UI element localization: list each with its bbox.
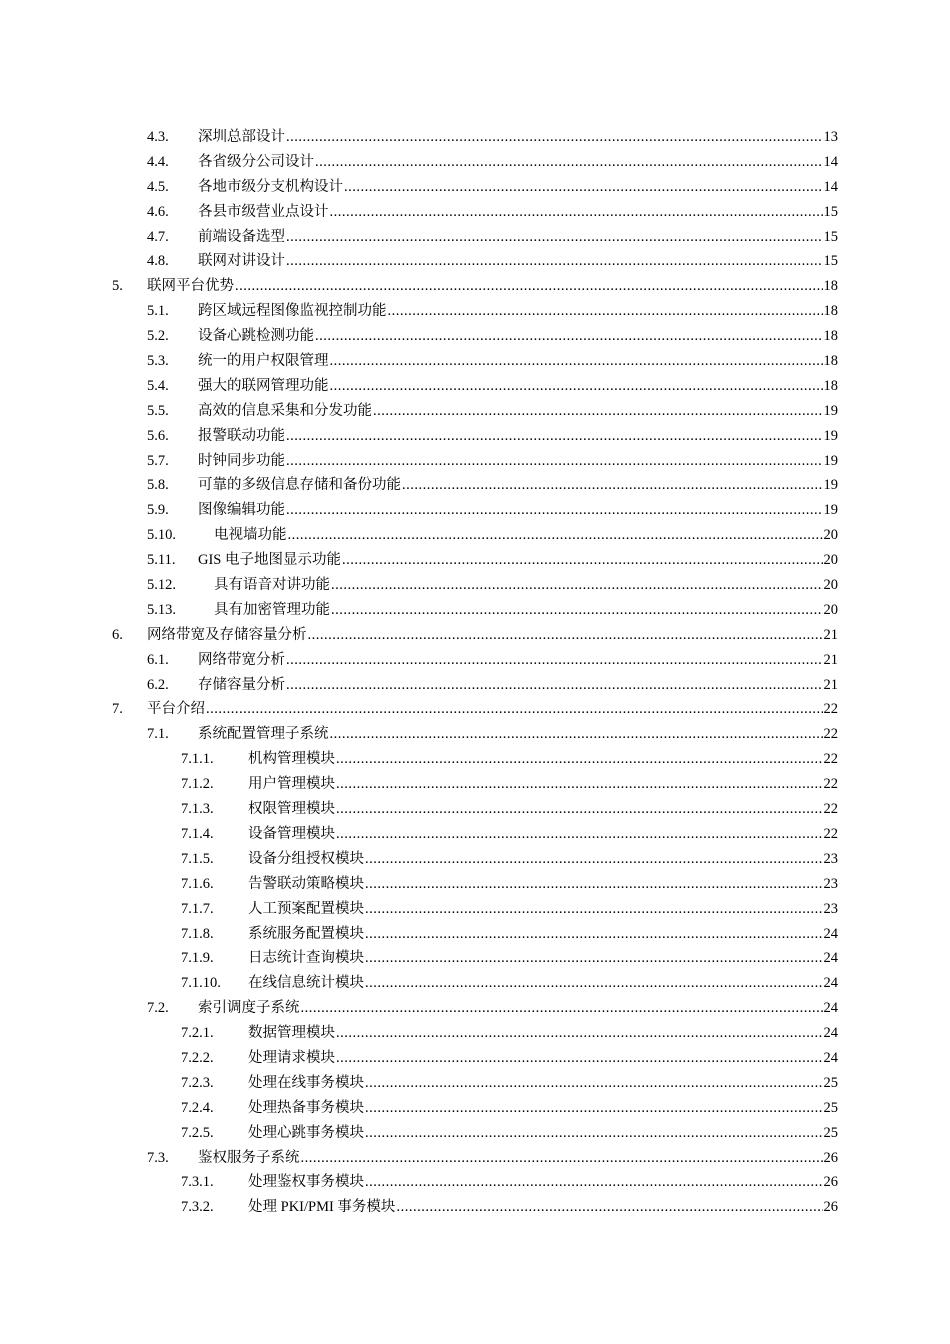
toc-entry[interactable]: [0, 324, 950, 349]
toc-entry-number: 7.3.2.: [181, 1199, 214, 1216]
toc-entry-number: 7.1.7.: [181, 900, 214, 917]
toc-entry[interactable]: [0, 274, 950, 299]
toc-entry-title: GIS 电子地图显示功能: [198, 548, 341, 573]
toc-entry[interactable]: [0, 996, 950, 1021]
toc-entry-line: [198, 299, 838, 324]
toc-entry-title: 权限管理模块: [248, 797, 335, 822]
toc-dot-leader: [330, 374, 823, 399]
toc-entry[interactable]: [0, 822, 950, 847]
toc-entry[interactable]: [0, 473, 950, 498]
toc-entry[interactable]: [0, 648, 950, 673]
toc-entry-title: 处理请求模块: [248, 1046, 335, 1071]
toc-entry-line: [198, 722, 838, 747]
toc-entry-page-number: 19: [823, 502, 838, 519]
toc-entry[interactable]: [0, 1096, 950, 1121]
toc-entry[interactable]: [0, 772, 950, 797]
toc-entry[interactable]: [0, 573, 950, 598]
toc-entry-page-number: 14: [823, 178, 838, 195]
toc-entry-page-number: 22: [823, 751, 838, 768]
toc-dot-leader: [330, 349, 823, 374]
toc-entry-number: 5.2.: [147, 328, 169, 345]
toc-entry-number: 7.3.1.: [181, 1174, 214, 1191]
toc-entry-number: 4.7.: [147, 228, 169, 245]
toc-entry[interactable]: [0, 374, 950, 399]
toc-entry[interactable]: [0, 1121, 950, 1146]
toc-entry[interactable]: [0, 847, 950, 872]
toc-entry-line: [198, 548, 838, 573]
toc-entry-line: [198, 473, 838, 498]
toc-entry-number: 7.2.2.: [181, 1049, 214, 1066]
toc-entry-number: 5.3.: [147, 353, 169, 370]
toc-dot-leader: [365, 872, 823, 897]
toc-entry-page-number: 24: [823, 1049, 838, 1066]
toc-entry-title: 前端设备选型: [198, 225, 285, 250]
toc-entry-number: 4.4.: [147, 153, 169, 170]
toc-entry-title: 用户管理模块: [248, 772, 335, 797]
toc-entry-page-number: 26: [823, 1149, 838, 1166]
toc-dot-leader: [365, 922, 823, 947]
toc-dot-leader: [396, 1195, 822, 1220]
toc-entry-title: 图像编辑功能: [198, 498, 285, 523]
toc-entry-title: 电视墙功能: [214, 523, 287, 548]
toc-dot-leader: [308, 623, 823, 648]
toc-entry-page-number: 24: [823, 1000, 838, 1017]
toc-entry[interactable]: [0, 747, 950, 772]
toc-entry[interactable]: [0, 125, 950, 150]
toc-entry-title: 各县市级营业点设计: [198, 200, 329, 225]
toc-entry-line: [248, 1096, 838, 1121]
toc-entry-number: 7.1.8.: [181, 925, 214, 942]
toc-entry-title: 各地市级分支机构设计: [198, 175, 343, 200]
toc-entry-title: 日志统计查询模块: [248, 946, 364, 971]
toc-entry-number: 7.2.4.: [181, 1099, 214, 1116]
toc-entry-line: [198, 324, 838, 349]
toc-entry-number: 5.9.: [147, 502, 169, 519]
toc-entry[interactable]: [0, 523, 950, 548]
toc-dot-leader: [344, 175, 823, 200]
toc-entry-page-number: 26: [823, 1199, 838, 1216]
toc-entry-title: 网络带宽及存储容量分析: [147, 623, 307, 648]
toc-entry-page-number: 22: [823, 776, 838, 793]
toc-entry-line: [248, 747, 838, 772]
toc-entry-line: [198, 1146, 838, 1171]
toc-dot-leader: [365, 1071, 823, 1096]
toc-dot-leader: [388, 299, 823, 324]
toc-entry-page-number: 24: [823, 975, 838, 992]
toc-entry-title: 告警联动策略模块: [248, 872, 364, 897]
toc-dot-leader: [286, 673, 823, 698]
toc-entry-line: [214, 573, 838, 598]
toc-entry-line: [198, 349, 838, 374]
toc-entry-title: 深圳总部设计: [198, 125, 285, 150]
toc-entry[interactable]: [0, 349, 950, 374]
toc-entry-page-number: 18: [823, 303, 838, 320]
toc-entry-title: 处理热备事务模块: [248, 1096, 364, 1121]
toc-entry-page-number: 23: [823, 875, 838, 892]
toc-entry-title: 具有语音对讲功能: [214, 573, 330, 598]
toc-entry[interactable]: [0, 1195, 950, 1220]
toc-entry-line: [198, 449, 838, 474]
toc-entry[interactable]: [0, 1146, 950, 1171]
toc-entry-page-number: 19: [823, 452, 838, 469]
toc-entry-line: [198, 399, 838, 424]
toc-entry-number: 4.8.: [147, 253, 169, 270]
toc-entry-page-number: 25: [823, 1099, 838, 1116]
toc-dot-leader: [235, 274, 823, 299]
toc-entry-page-number: 18: [823, 328, 838, 345]
toc-entry[interactable]: [0, 299, 950, 324]
toc-entry-title: 可靠的多级信息存储和备份功能: [198, 473, 401, 498]
toc-entry[interactable]: [0, 673, 950, 698]
toc-entry-line: [147, 274, 838, 299]
toc-entry-title: 处理鉴权事务模块: [248, 1170, 364, 1195]
toc-entry-title: 设备分组授权模块: [248, 847, 364, 872]
toc-entry-number: 7.1.1.: [181, 751, 214, 768]
toc-entry-title: 时钟同步功能: [198, 449, 285, 474]
toc-entry-page-number: 20: [823, 527, 838, 544]
toc-entry-line: [198, 125, 838, 150]
toc-dot-leader: [365, 847, 823, 872]
toc-dot-leader: [365, 1096, 823, 1121]
toc-dot-leader: [286, 249, 823, 274]
toc-entry-title: 网络带宽分析: [198, 648, 285, 673]
toc-entry-title: 处理心跳事务模块: [248, 1121, 364, 1146]
toc-entry[interactable]: [0, 399, 950, 424]
toc-entry-title: 在线信息统计模块: [248, 971, 364, 996]
toc-entry-number: 7.2.3.: [181, 1074, 214, 1091]
toc-entry-title: 跨区域远程图像监视控制功能: [198, 299, 387, 324]
toc-entry-page-number: 20: [823, 577, 838, 594]
toc-entry-number: 7.2.5.: [181, 1124, 214, 1141]
toc-dot-leader: [286, 424, 823, 449]
toc-entry[interactable]: [0, 424, 950, 449]
toc-entry-number: 5.6.: [147, 427, 169, 444]
toc-dot-leader: [286, 449, 823, 474]
toc-dot-leader: [301, 996, 823, 1021]
toc-entry[interactable]: [0, 225, 950, 250]
toc-dot-leader: [315, 150, 823, 175]
toc-entry-line: [198, 225, 838, 250]
toc-entry-line: [248, 1071, 838, 1096]
toc-entry-page-number: 18: [823, 278, 838, 295]
toc-entry-page-number: 20: [823, 601, 838, 618]
toc-entry[interactable]: [0, 922, 950, 947]
toc-entry-line: [198, 996, 838, 1021]
toc-entry-page-number: 24: [823, 950, 838, 967]
toc-entry[interactable]: [0, 548, 950, 573]
toc-entry-page-number: 21: [823, 626, 838, 643]
toc-entry-title: 机构管理模块: [248, 747, 335, 772]
toc-entry-title: 平台介绍: [147, 697, 205, 722]
toc-entry-page-number: 22: [823, 701, 838, 718]
toc-entry[interactable]: [0, 1021, 950, 1046]
toc-dot-leader: [336, 747, 823, 772]
toc-entry-number: 4.3.: [147, 129, 169, 145]
toc-entry-number: 7.1.2.: [181, 776, 214, 793]
toc-entry-line: [198, 200, 838, 225]
toc-entry-page-number: 19: [823, 477, 838, 494]
toc-entry-title: 存储容量分析: [198, 673, 285, 698]
toc-entry-number: 4.5.: [147, 178, 169, 195]
toc-dot-leader: [331, 573, 823, 598]
toc-entry-number: 5.4.: [147, 377, 169, 394]
toc-entry[interactable]: [0, 175, 950, 200]
toc-dot-leader: [286, 648, 823, 673]
toc-entry-number: 7.1.5.: [181, 850, 214, 867]
toc-entry[interactable]: [0, 249, 950, 274]
toc-entry-title: 联网对讲设计: [198, 249, 285, 274]
toc-dot-leader: [330, 200, 823, 225]
toc-dot-leader: [336, 772, 823, 797]
toc-entry-number: 5.10.: [147, 527, 176, 544]
toc-entry-line: [198, 498, 838, 523]
toc-entry-title: 系统服务配置模块: [248, 922, 364, 947]
toc-entry-line: [248, 1170, 838, 1195]
toc-entry-number: 7.1.4.: [181, 825, 214, 842]
toc-entry-title: 各省级分公司设计: [198, 150, 314, 175]
toc-entry[interactable]: [0, 1046, 950, 1071]
toc-entry-title: 设备管理模块: [248, 822, 335, 847]
toc-entry[interactable]: [0, 623, 950, 648]
toc-entry-number: 4.6.: [147, 203, 169, 220]
toc-entry-page-number: 13: [823, 129, 838, 145]
table-of-contents: [0, 125, 950, 1220]
toc-entry-title: 高效的信息采集和分发功能: [198, 399, 372, 424]
toc-entry-title: 强大的联网管理功能: [198, 374, 329, 399]
toc-entry[interactable]: [0, 200, 950, 225]
toc-entry-line: [248, 847, 838, 872]
toc-entry-page-number: 24: [823, 925, 838, 942]
toc-entry-title: 具有加密管理功能: [214, 598, 330, 623]
toc-entry-page-number: 19: [823, 427, 838, 444]
toc-entry-line: [147, 623, 838, 648]
toc-entry-title: 设备心跳检测功能: [198, 324, 314, 349]
toc-entry-page-number: 24: [823, 1025, 838, 1042]
toc-dot-leader: [365, 946, 823, 971]
toc-entry-page-number: 22: [823, 726, 838, 743]
toc-dot-leader: [330, 722, 823, 747]
toc-entry-line: [248, 1046, 838, 1071]
toc-dot-leader: [286, 225, 823, 250]
toc-entry-title: 处理在线事务模块: [248, 1071, 364, 1096]
toc-entry-page-number: 22: [823, 801, 838, 818]
toc-entry-number: 5.7.: [147, 452, 169, 469]
toc-dot-leader: [286, 125, 823, 150]
toc-entry-page-number: 20: [823, 552, 838, 569]
toc-entry[interactable]: [0, 449, 950, 474]
toc-dot-leader: [315, 324, 823, 349]
toc-dot-leader: [288, 523, 823, 548]
toc-dot-leader: [365, 971, 823, 996]
toc-dot-leader: [301, 1146, 823, 1171]
toc-entry-line: [248, 922, 838, 947]
toc-entry-line: [147, 697, 838, 722]
toc-dot-leader: [365, 1170, 823, 1195]
toc-entry[interactable]: [0, 598, 950, 623]
toc-dot-leader: [336, 822, 823, 847]
toc-entry-number: 5.: [112, 278, 123, 295]
toc-entry[interactable]: [0, 872, 950, 897]
toc-entry-line: [214, 523, 838, 548]
toc-entry-number: 5.8.: [147, 477, 169, 494]
toc-entry-number: 7.1.9.: [181, 950, 214, 967]
toc-entry-number: 7.1.10.: [181, 975, 221, 992]
toc-dot-leader: [365, 1121, 823, 1146]
toc-entry-title: 统一的用户权限管理: [198, 349, 329, 374]
toc-entry-line: [198, 249, 838, 274]
toc-entry-page-number: 23: [823, 850, 838, 867]
toc-entry-line: [248, 1021, 838, 1046]
toc-entry-line: [248, 1121, 838, 1146]
toc-dot-leader: [336, 1046, 823, 1071]
toc-dot-leader: [286, 498, 823, 523]
toc-entry-line: [198, 374, 838, 399]
toc-entry-number: 7.2.1.: [181, 1025, 214, 1042]
toc-dot-leader: [206, 697, 823, 722]
toc-dot-leader: [331, 598, 823, 623]
toc-entry-number: 6.2.: [147, 676, 169, 693]
toc-dot-leader: [365, 897, 823, 922]
toc-dot-leader: [336, 797, 823, 822]
toc-entry[interactable]: [0, 897, 950, 922]
toc-entry[interactable]: [0, 498, 950, 523]
toc-entry-line: [248, 797, 838, 822]
toc-entry[interactable]: [0, 797, 950, 822]
toc-entry-number: 6.: [112, 626, 123, 643]
toc-entry-line: [198, 175, 838, 200]
toc-entry-page-number: 18: [823, 377, 838, 394]
toc-dot-leader: [373, 399, 823, 424]
toc-entry-page-number: 18: [823, 353, 838, 370]
toc-entry-number: 7.1.6.: [181, 875, 214, 892]
toc-entry-number: 5.13.: [147, 601, 176, 618]
toc-entry[interactable]: [0, 946, 950, 971]
toc-dot-leader: [402, 473, 823, 498]
toc-entry[interactable]: [0, 150, 950, 175]
toc-entry-number: 5.11.: [147, 552, 176, 569]
toc-entry-line: [248, 971, 838, 996]
toc-entry-number: 5.12.: [147, 577, 176, 594]
toc-entry-page-number: 21: [823, 651, 838, 668]
toc-entry-page-number: 15: [823, 228, 838, 245]
toc-entry-title: 处理 PKI/PMI 事务模块: [248, 1195, 395, 1220]
toc-entry-number: 7.2.: [147, 1000, 169, 1017]
toc-entry-number: 7.3.: [147, 1149, 169, 1166]
toc-entry-number: 7.1.3.: [181, 801, 214, 818]
toc-entry-number: 5.1.: [147, 303, 169, 320]
toc-entry-line: [198, 424, 838, 449]
toc-entry-page-number: 21: [823, 676, 838, 693]
toc-entry-line: [248, 946, 838, 971]
toc-entry-page-number: 19: [823, 402, 838, 419]
toc-entry-line: [198, 673, 838, 698]
toc-entry-page-number: 15: [823, 253, 838, 270]
toc-entry[interactable]: [0, 1170, 950, 1195]
toc-entry-page-number: 25: [823, 1074, 838, 1091]
toc-dot-leader: [336, 1021, 823, 1046]
toc-entry-number: 7.: [112, 701, 123, 718]
toc-entry-line: [248, 897, 838, 922]
toc-entry-title: 索引调度子系统: [198, 996, 300, 1021]
toc-entry-line: [248, 772, 838, 797]
toc-entry[interactable]: [0, 697, 950, 722]
toc-entry[interactable]: [0, 1071, 950, 1096]
toc-entry[interactable]: [0, 722, 950, 747]
toc-entry-title: 报警联动功能: [198, 424, 285, 449]
toc-entry-title: 人工预案配置模块: [248, 897, 364, 922]
toc-entry-line: [198, 648, 838, 673]
toc-entry-number: 5.5.: [147, 402, 169, 419]
toc-entry-line: [198, 150, 838, 175]
toc-entry-title: 联网平台优势: [147, 274, 234, 299]
toc-entry-title: 数据管理模块: [248, 1021, 335, 1046]
toc-entry[interactable]: [0, 971, 950, 996]
toc-entry-number: 6.1.: [147, 651, 169, 668]
toc-entry-page-number: 22: [823, 825, 838, 842]
toc-entry-number: 7.1.: [147, 726, 169, 743]
toc-entry-line: [248, 822, 838, 847]
toc-entry-title: 系统配置管理子系统: [198, 722, 329, 747]
toc-entry-page-number: 15: [823, 203, 838, 220]
toc-entry-page-number: 26: [823, 1174, 838, 1191]
toc-entry-line: [248, 872, 838, 897]
toc-entry-line: [248, 1195, 838, 1220]
toc-entry-page-number: 25: [823, 1124, 838, 1141]
toc-dot-leader: [342, 548, 823, 573]
toc-entry-page-number: 14: [823, 153, 838, 170]
toc-entry-line: [214, 598, 838, 623]
toc-entry-page-number: 23: [823, 900, 838, 917]
toc-entry-title: 鉴权服务子系统: [198, 1146, 300, 1171]
